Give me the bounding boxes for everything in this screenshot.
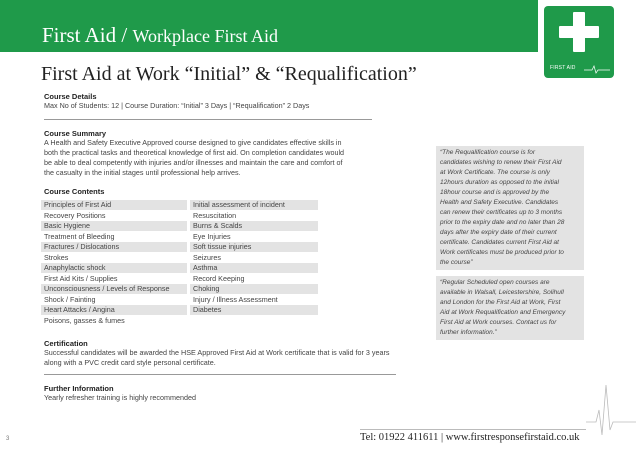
table-cell: Initial assessment of incident	[190, 200, 318, 210]
cross-icon	[559, 12, 599, 52]
table-cell: Seizures	[193, 252, 221, 262]
banner-main: First Aid	[42, 23, 117, 47]
table-row	[41, 284, 331, 295]
certification-heading: Certification	[44, 339, 88, 348]
table-cell: Diabetes	[190, 305, 318, 315]
note-line: Aid at Work Requalification and Emergency	[440, 309, 566, 316]
table-row	[41, 263, 331, 274]
table-cell: Recovery Positions	[44, 210, 106, 220]
note-line: further information.”	[440, 329, 497, 336]
ecg-line-icon	[586, 380, 636, 440]
table-cell: Eye Injuries	[193, 231, 231, 241]
certification-line: Successful candidates will be awarded the HSE Approved First Aid at Work certificate that is valid for 3 years	[44, 348, 390, 357]
course-details-text: Max No of Students: 12 | Course Duration: “Initial” 3 Days | “Requalification” 2 Days	[44, 101, 310, 110]
further-information-heading: Further Information	[44, 384, 114, 393]
summary-line: both the practical tasks and theoretical knowledge of first aid. On completion candidates would	[44, 148, 345, 157]
summary-line: A Health and Safety Executive Approved course designed to give candidates effective skills in	[44, 138, 342, 147]
table-cell: Basic Hygiene	[41, 221, 187, 231]
note-line: prior to the expiry date and no later than 28	[440, 219, 565, 226]
table-cell: Treatment of Bleeding	[44, 231, 115, 241]
banner-subtitle: Workplace First Aid	[132, 26, 278, 46]
table-cell: Shock / Fainting	[44, 294, 96, 304]
further-information-text: Yearly refresher training is highly recommended	[44, 393, 196, 402]
requalification-note	[436, 146, 584, 270]
table-row	[41, 221, 331, 232]
table-cell: Heart Attacks / Angina	[41, 305, 187, 315]
table-cell: Poisons, gasses & fumes	[44, 315, 125, 325]
table-cell: Injury / Illness Assessment	[193, 294, 278, 304]
course-details-heading: Course Details	[44, 92, 97, 101]
table-row	[41, 232, 331, 243]
certification-line: along with a PVC credit card style personal certificate.	[44, 358, 216, 367]
table-cell: Principles of First Aid	[41, 200, 187, 210]
note-line: Work certificates must be produced prior to	[440, 249, 564, 256]
table-cell: Burns & Scalds	[190, 221, 318, 231]
course-contents-heading: Course Contents	[44, 187, 105, 196]
note-line: the course”	[440, 259, 473, 266]
table-cell: First Aid Kits / Supplies	[44, 273, 118, 283]
table-cell: Asthma	[190, 263, 318, 273]
note-line: certificate. Candidates current First Aid at	[440, 239, 559, 246]
table-row	[41, 316, 331, 327]
note-line: Health and Safety Executive. Candidates	[440, 199, 559, 206]
banner-separator: /	[116, 23, 133, 47]
table-row	[41, 200, 331, 211]
table-cell: Choking	[190, 284, 318, 294]
note-line: 18hour course and is approved by the	[440, 189, 550, 196]
note-line: days after the expiry date of their current	[440, 229, 557, 236]
table-cell: Anaphylactic shock	[41, 263, 187, 273]
open-courses-note	[436, 276, 584, 340]
table-row	[41, 242, 331, 253]
note-line: candidates wishing to renew their First Aid	[440, 159, 562, 166]
note-line: can renew their certificates up to 3 months	[440, 209, 563, 216]
header-banner	[0, 0, 538, 52]
first-aid-logo	[544, 6, 614, 78]
note-line: and London for the First Aid at Work, First	[440, 299, 561, 306]
table-row	[41, 211, 331, 222]
divider	[44, 119, 372, 120]
page-number: 3	[6, 436, 10, 442]
note-line: 12hours duration as opposed to the initial	[440, 179, 559, 186]
banner-title	[42, 23, 278, 48]
table-row	[41, 253, 331, 264]
table-cell: Soft tissue injuries	[190, 242, 318, 252]
page-title: First Aid at Work “Initial” & “Requalification”	[41, 63, 417, 85]
table-cell: Record Keeping	[193, 273, 245, 283]
footer-divider	[360, 429, 586, 430]
table-cell: Resuscitation	[193, 210, 237, 220]
table-row	[41, 295, 331, 306]
note-line: at Work Certificate. The course is only	[440, 169, 550, 176]
course-contents-table	[41, 200, 331, 326]
table-cell: Fractures / Dislocations	[41, 242, 187, 252]
table-cell: Unconsciousness / Levels of Response	[41, 284, 187, 294]
table-cell: Strokes	[44, 252, 69, 262]
note-line: “The Requalification course is for	[440, 149, 536, 156]
summary-line: the casualty in the initial stages until professional help arrives.	[44, 168, 241, 177]
ecg-icon	[584, 64, 610, 74]
divider	[44, 374, 396, 375]
note-line: First Aid at Work courses. Contact us for	[440, 319, 557, 326]
table-row	[41, 305, 331, 316]
logo-label: FIRST AID	[550, 65, 576, 71]
footer-contact: Tel: 01922 411611 | www.firstresponsefirstaid.co.uk	[360, 432, 580, 443]
course-summary-heading: Course Summary	[44, 129, 107, 138]
table-row	[41, 274, 331, 285]
summary-line: be able to deal competently with injuries and/or illnesses and maintain the care and comfort of	[44, 158, 343, 167]
note-line: available in Walsall, Leicestershire, Solihull	[440, 289, 564, 296]
note-line: “Regular Scheduled open courses are	[440, 279, 550, 286]
